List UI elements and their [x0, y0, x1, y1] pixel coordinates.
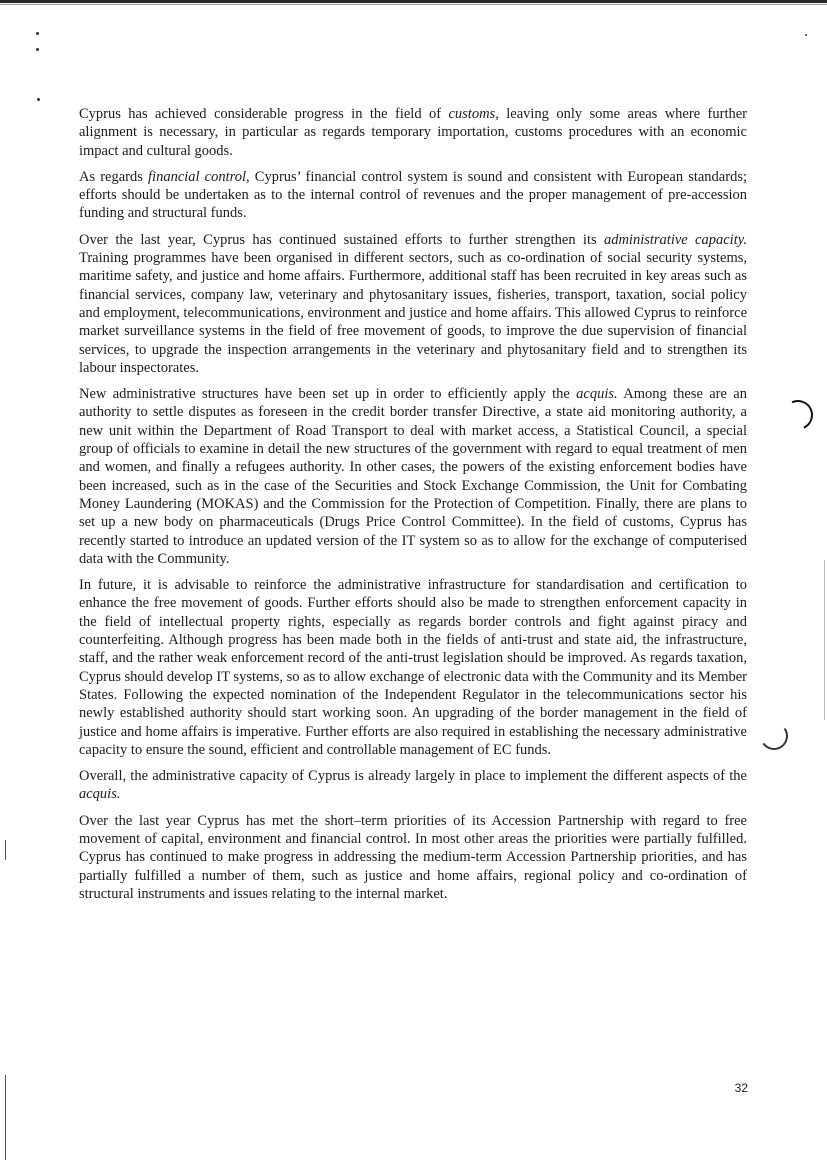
- text-run: Among these are an authority to settle disputes as foreseen in the credit border transfer Directive, a state aid monitoring authority, a new unit within the Department of Road Transport to deal with market access, a Statistical Council, a special group of officials to examine in detail the new structures of the government with regard to equal treatment of men and women, and finally a refugees authority. In other cases, the powers of the existing enforcement bodies have been increased, such as in the case of the Securities and Stock Exchange Commission, the Unit for Combating Money Laundering (MOKAS) and the Commission for the Protection of Competition. Finally, there are plans to set up a new body on pharmaceuticals (Drugs Price Control Committee). In the field of customs, Cyprus has recently started to introduce an updated version of the IT system so as to allow for the exchange of computerised data with the Community.: [79, 386, 747, 567]
- text-run: leaving only some areas where further alignment is necessary, in particular as regards temporary importation, customs procedures with an economic impact and cultural goods.: [79, 106, 747, 159]
- text-run: In future, it is advisable to reinforce the administrative infrastructure for standardisation and certification to enhance the free movement of goods. Further efforts should also be made to strengthen enforcement capacity in the field of intellectual property rights, especially as regards border controls and fight against piracy and counterfeiting. Although progress has been made both in the fields of anti-trust and state aid, the infrastructure, staff, and the rather weak enforcement record of the anti-trust legislation should be improved. As regards taxation, Cyprus should develop IT systems, so as to allow exchange of electronic data with the Community and its Member States. Following the expected nomination of the Independent Regulator in the telecommunications sector his newly established authority should start working soon. An upgrading of the border management in the field of justice and home affairs is imperative. Further efforts are also required in establishing the necessary administrative capacity to ensure the sound, efficient and controllable management of EC funds.: [79, 577, 747, 758]
- scan-top-border-thin: [0, 4, 827, 5]
- scan-speck: [805, 34, 807, 36]
- italic-term: acquis.: [79, 786, 121, 803]
- paragraph: [79, 812, 747, 903]
- scan-speck: [36, 48, 39, 51]
- scan-margin-mark: [5, 1075, 6, 1160]
- paragraph: [79, 168, 747, 223]
- italic-term: customs,: [448, 106, 499, 122]
- paragraph: [79, 231, 747, 377]
- text-run: Training programmes have been organised in different sectors, such as co-ordination of social security systems, maritime safety, and justice and home affairs. Furthermore, additional staff has been recruited in key areas such as financial services, company law, veterinary and phytosanitary issues, fisheries, transport, taxation, social policy and employment, telecommunications, environment and justice and home affairs. This allowed Cyprus to reinforce market surveillance systems in the field of free movement of goods, to improve the due supervision of financial services, to upgrade the inspection arrangements in the veterinary and phytosanitary field and to strengthen its labour inspectorates.: [79, 250, 747, 376]
- text-run: , Cyprus’ financial control system is sound and consistent with European standards; efforts should be undertaken as to the internal control of revenues and the proper management of pre-accession funding and structural funds.: [79, 168, 747, 222]
- scan-margin-mark: [5, 840, 6, 860]
- text-run: Over the last year, Cyprus has continued sustained efforts to further strengthen its: [79, 231, 604, 248]
- scan-top-border: [0, 0, 827, 3]
- punch-hole-mark: [758, 720, 790, 752]
- scan-speck: [37, 98, 40, 101]
- italic-term: administrative capacity.: [603, 231, 747, 248]
- text-run: New administrative structures have been set up in order to efficiently apply the: [79, 386, 577, 403]
- text-run: As regards: [79, 168, 149, 185]
- italic-term: acquis.: [576, 386, 618, 403]
- text-run: Overall, the administrative capacity of Cyprus is already largely in place to implement the different aspects of the: [79, 768, 747, 785]
- text-run: Over the last year Cyprus has met the short–term priorities of its Accession Partnership with regard to free movement of capital, environment and financial control. In most other areas the priorities were partially fulfilled. Cyprus has continued to make progress in addressing the medium-term Accession Partnership priorities, and has partially fulfilled a number of them, such as justice and home affairs, regional policy and co-ordination of structural instruments and issues relating to the internal market.: [79, 812, 747, 902]
- scan-edge-shadow: [824, 560, 825, 720]
- italic-term: financial control: [148, 168, 247, 185]
- page-number: 32: [734, 1081, 748, 1095]
- paragraph: [79, 105, 747, 160]
- paragraph: [79, 767, 747, 804]
- scan-speck: [36, 32, 39, 35]
- paragraph: [79, 385, 747, 568]
- punch-hole-mark: [779, 396, 817, 434]
- text-run: Cyprus has achieved considerable progress in the field of: [79, 106, 449, 122]
- paragraph: [79, 576, 747, 759]
- document-body: [79, 105, 747, 911]
